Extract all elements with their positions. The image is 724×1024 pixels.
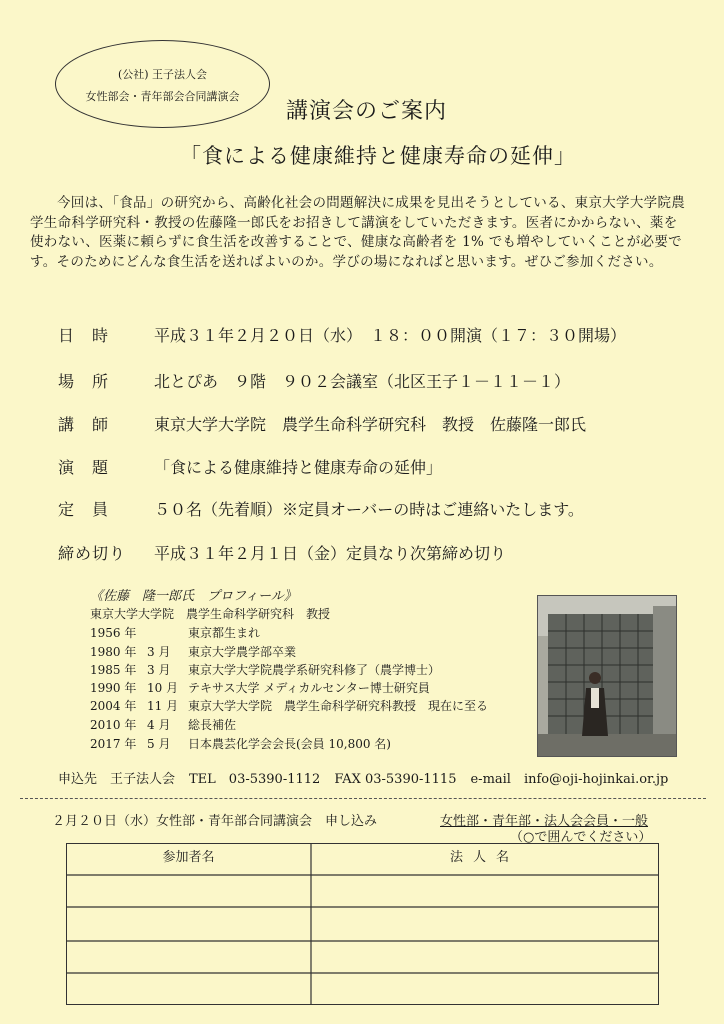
history-month: 3 月 [147, 645, 171, 659]
history-month: 3 月 [147, 663, 171, 677]
history-year: 1990 年 [90, 681, 137, 695]
detail-value: 平成３１年２月２０日（水） １８：００開演（１７：３０開場） [154, 326, 627, 345]
organizer-event: 女性部会・青年部会合同講演会 [85, 90, 240, 103]
profile-title: 《佐藤 隆一郎氏 プロフィール》 [90, 589, 297, 604]
cut-line [20, 798, 706, 799]
history-year: 2004 年 [90, 699, 137, 713]
history-item [90, 643, 296, 660]
company-name-header: 法人名 [449, 850, 519, 865]
contact-tel: TEL 03-5390-1112 [189, 772, 321, 787]
detail-row-capacity [58, 497, 584, 520]
history-item [90, 661, 440, 678]
history-item [90, 679, 430, 696]
intro-text: 今回は、「食品」の研究から、高齢化社会の問題解決に成果を見出そうとしている、東京大学大学院農学生命科学研究科・教授の佐藤隆一郎氏をお招きして講演をしていただきます。医者にかからない、薬を使わない、医薬に頼らずに食生活を改善することで、健康な高齢者を 1% でも増やしていくことが必要です。そのためにどんな食生活を送ればよいのか。学びの場になればと思います。ぜひご参加ください。 [30, 195, 686, 270]
company-name-cell[interactable] [312, 877, 657, 907]
organizer-oval [55, 40, 270, 128]
participant-name-header: 参加者名 [162, 850, 215, 865]
organizer-name: (公社) 王子法人会 [117, 68, 208, 81]
detail-label: 講 師 [58, 415, 110, 434]
detail-label: 演 題 [58, 458, 110, 477]
participant-name-cell[interactable] [68, 909, 309, 941]
contact-label: 申込先 王子法人会 [58, 772, 176, 787]
detail-value: 「食による健康維持と健康寿命の延伸」 [154, 458, 443, 477]
detail-label: 定 員 [58, 500, 110, 519]
detail-value: 東京大学大学院 農学生命科学研究科 教授 佐藤隆一郎氏 [154, 415, 587, 434]
history-text: 東京大学大学院農学系研究科修了（農学博士） [188, 663, 441, 677]
history-text: 総長補佐 [188, 718, 237, 732]
detail-value: 平成３１年２月１日（金）定員なり次第締め切り [154, 544, 507, 563]
detail-label: 日 時 [58, 326, 110, 345]
lecture-subtitle: 「食による健康維持と健康寿命の延伸」 [180, 144, 576, 168]
detail-row-venue [58, 369, 570, 392]
profile-affiliation: 東京大学大学院 農学生命科学研究科 教授 [90, 607, 331, 621]
contact-line [58, 768, 682, 787]
speaker-photo [537, 595, 677, 757]
intro-paragraph [30, 194, 690, 272]
history-item [90, 716, 236, 733]
history-month: 4 月 [147, 718, 171, 732]
participant-name-cell[interactable] [68, 943, 309, 973]
speaker-photo-image [538, 596, 677, 757]
history-month: 10 月 [147, 681, 179, 695]
detail-row-speaker [58, 412, 586, 435]
company-name-cell[interactable] [312, 909, 657, 941]
company-name-cell[interactable] [312, 943, 657, 973]
history-year: 2010 年 [90, 718, 137, 732]
detail-value: 北とぴあ ９階 ９０２会議室（北区王子１－１１－１） [154, 372, 571, 391]
history-text: 東京大学農学部卒業 [188, 645, 297, 659]
contact-fax: FAX 03-5390-1115 [334, 772, 457, 787]
detail-row-topic [58, 455, 442, 478]
contact-email: e-mail info@oji-hojinkai.or.jp [470, 772, 669, 787]
history-month: 11 月 [147, 699, 179, 713]
history-item [90, 697, 488, 714]
detail-label: 場 所 [58, 372, 110, 391]
detail-row-datetime [58, 323, 626, 346]
application-heading: ２月２０日（水）女性部・青年部合同講演会 申し込み [52, 814, 378, 829]
history-item [90, 735, 391, 752]
detail-label: 締め切り [58, 544, 127, 563]
history-text: テキサス大学 メディカルセンター博士研究員 [188, 681, 430, 695]
history-year: 1956 年 [90, 626, 137, 640]
member-type-options[interactable]: 女性部・青年部・法人会会員・一般 [440, 814, 649, 829]
participant-name-cell[interactable] [68, 877, 309, 907]
history-text: 東京大学大学院 農学生命科学研究科教授 現在に至る [188, 699, 489, 713]
circle-note: （○で囲んでください） [510, 830, 652, 845]
detail-row-deadline [58, 541, 506, 564]
history-year: 1980 年 [90, 645, 137, 659]
history-text: 日本農芸化学会会長(会員 10,800 名) [188, 737, 391, 751]
history-year: 2017 年 [90, 737, 137, 751]
history-text: 東京都生まれ [188, 626, 261, 640]
detail-value: ５０名（先着順）※定員オーバーの時はご連絡いたします。 [154, 500, 584, 519]
page-title: 講演会のご案内 [286, 99, 448, 124]
history-item [90, 624, 260, 641]
history-month: 5 月 [147, 737, 171, 751]
history-year: 1985 年 [90, 663, 137, 677]
